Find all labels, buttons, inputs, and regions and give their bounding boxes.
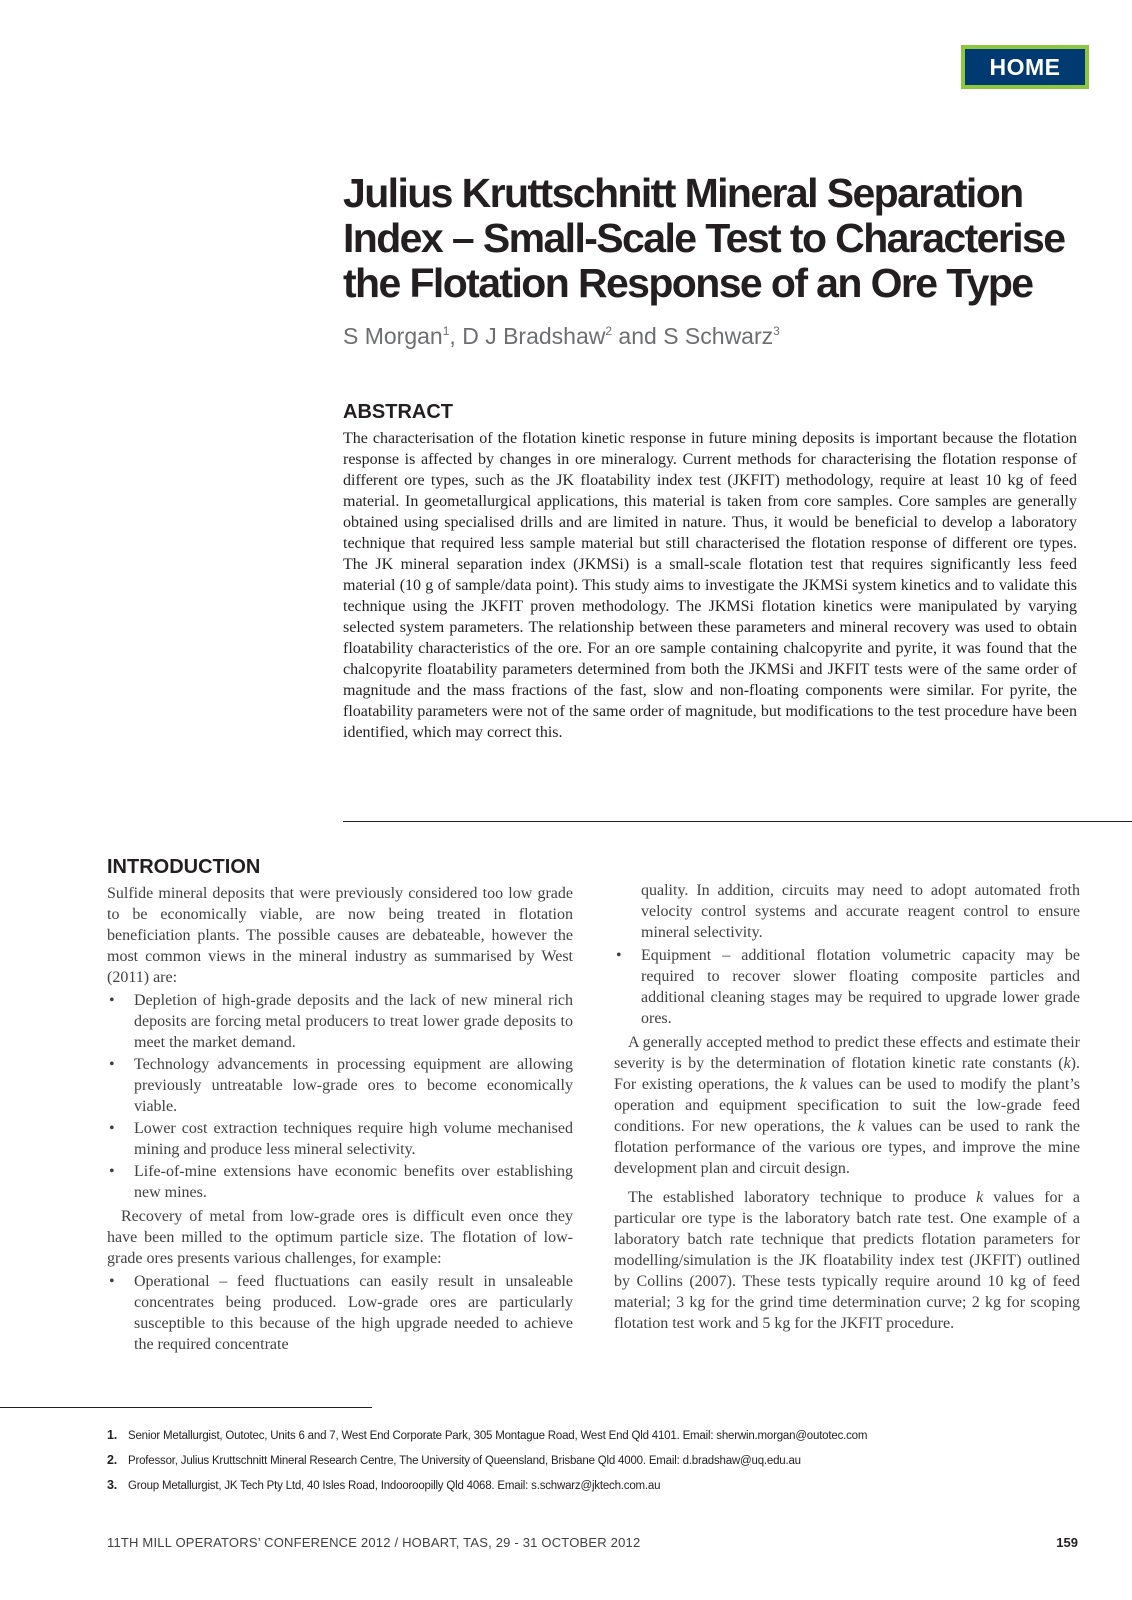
title-line: Julius Kruttschnitt Mineral Separation xyxy=(343,170,1023,216)
list-item xyxy=(107,990,573,1053)
author-name: D J Bradshaw xyxy=(462,323,606,349)
paper-title xyxy=(343,171,1103,306)
body-paragraph: Recovery of metal from low-grade ores is difficult even once they have been milled to the optimum particle size. The flotation of low-grade ores presents various challenges, for example: xyxy=(107,1208,573,1267)
conference-footer: 11TH MILL OPERATORS’ CONFERENCE 2012 / HOBART, TAS, 29 - 31 OCTOBER 2012 xyxy=(107,1535,641,1550)
footnote-number: 3. xyxy=(107,1478,118,1492)
footnote-text: Professor, Julius Kruttschnitt Mineral Research Centre, The University of Queensland, Brisbane Qld 4000. Email: d.bradshaw@uq.edu.au xyxy=(128,1455,801,1467)
author-name: S Schwarz xyxy=(663,323,774,349)
footnote xyxy=(107,1429,1097,1443)
author-affiliation-mark: 1 xyxy=(442,324,450,338)
list-item xyxy=(107,1118,573,1160)
abstract-heading: ABSTRACT xyxy=(343,401,453,423)
footnote xyxy=(107,1454,1097,1468)
author-separator: and xyxy=(612,323,664,349)
home-button[interactable]: HOME xyxy=(961,45,1089,89)
body-paragraph: Sulfide mineral deposits that were previously considered too low grade to be economically viable, are now being treated in flotation beneficiation plants. The possible causes are debateable, however the most common views in the mineral industry as summarised by West (2011) are: xyxy=(107,885,573,986)
list-item-text: Lower cost extraction techniques require high volume mechanised mining and produce less mineral selectivity. xyxy=(134,1120,573,1158)
list-item-text: Depletion of high-grade deposits and the lack of new mineral rich deposits are forcing metal producers to treat lower grade deposits to meet the market demand. xyxy=(134,992,573,1051)
footnote-text: Senior Metallurgist, Outotec, Units 6 and 7, West End Corporate Park, 305 Montague Road, West End Qld 4101. Email: sherwin.morgan@outotec.com xyxy=(128,1430,868,1442)
author-separator: , xyxy=(449,323,463,349)
author-affiliation-mark: 3 xyxy=(773,324,780,338)
introduction-heading: INTRODUCTION xyxy=(107,856,261,878)
bullet-list xyxy=(107,1271,573,1355)
author-affiliation-mark: 2 xyxy=(605,324,613,338)
bullet-icon: • xyxy=(109,1056,115,1073)
list-item xyxy=(107,1054,573,1117)
list-item-text: Life-of-mine extensions have economic benefits over establishing new mines. xyxy=(134,1163,573,1201)
bullet-icon: • xyxy=(109,1273,115,1290)
list-item xyxy=(614,945,1080,1029)
list-item-text: Technology advancements in processing equipment are allowing previously untreatable low-grade ores to become economically viable. xyxy=(134,1056,573,1115)
list-item-continuation: quality. In addition, circuits may need to adopt automated froth velocity control systems and accurate reagent control to ensure mineral selectivity. xyxy=(641,882,1080,941)
footnote-number: 1. xyxy=(107,1428,118,1442)
author-list xyxy=(343,321,780,351)
footnote xyxy=(107,1479,1097,1493)
bullet-list xyxy=(614,945,1080,1029)
section-divider xyxy=(343,821,1132,822)
bullet-icon: • xyxy=(616,947,622,964)
list-item xyxy=(107,1271,573,1355)
author-name: S Morgan xyxy=(343,323,443,349)
list-item-text: Equipment – additional flotation volumetric capacity may be required to recover slower floating composite particles and additional cleaning stages may be required to upgrade lower grade ores. xyxy=(641,947,1080,1027)
footnote-divider xyxy=(0,1407,372,1408)
right-column xyxy=(614,880,1080,1336)
bullet-icon: • xyxy=(109,1120,115,1137)
left-column xyxy=(107,883,573,1358)
abstract-text: The characterisation of the flotation kinetic response in future mining deposits is important because the flotation response is affected by changes in ore mineralogy. Current methods for characterising the flotation response of different ore types, such as the JK floatability index test (JKFIT) methodology, require at least 10 kg of feed material. In geometallurgical applications, this material is taken from core samples. Core samples are generally obtained using specialised drills and are limited in nature. Thus, it would be beneficial to develop a laboratory technique that required less sample material but still characterised the flotation response of different ore types. The JK mineral separation index (JKMSi) is a small-scale flotation test that requires significantly less feed material (10 g of sample/data point). This study aims to investigate the JKMSi system kinetics and to validate this technique using the JKFIT proven methodology. The JKMSi flotation kinetics were manipulated by varying selected system parameters. The relationship between these parameters and mineral recovery was used to obtain floatability characteristics of the ore. For an ore sample containing chalcopyrite and pyrite, it was found that the chalcopyrite floatability parameters determined from both the JKMSi and JKFIT tests were of the same order of magnitude and the mass fractions of the fast, slow and non-floating components were similar. For pyrite, the floatability parameters were not of the same order of magnitude, but modifications to the test procedure have been identified, which may correct this. xyxy=(343,430,1077,741)
footnote-text: Group Metallurgist, JK Tech Pty Ltd, 40 Isles Road, Indooroopilly Qld 4068. Email: s.schwarz@jktech.com.au xyxy=(128,1480,661,1492)
bullet-icon: • xyxy=(109,1163,115,1180)
footnote-number: 2. xyxy=(107,1453,118,1467)
title-line: Index – Small-Scale Test to Characterise xyxy=(343,215,1065,261)
bullet-icon: • xyxy=(109,992,115,1009)
body-paragraph: A generally accepted method to predict these effects and estimate their severity is by the determination of flotation kinetic rate constants (k). For existing operations, the k values can be used to modify the plant’s operation and equipment specification to suit the low-grade feed conditions. For new operations, the k values can be used to rank the flotation performance of the various ore types, and improve the mine development plan and circuit design. xyxy=(614,1034,1080,1177)
page-number: 159 xyxy=(1056,1535,1078,1550)
bullet-list xyxy=(107,990,573,1203)
title-line: the Flotation Response of an Ore Type xyxy=(343,260,1033,306)
body-paragraph: The established laboratory technique to produce k values for a particular ore type is the laboratory batch rate test. One example of a laboratory batch rate technique that predicts flotation parameters for modelling/simulation is the JK floatability index test (JKFIT) outlined by Collins (2007). These tests typically require around 10 kg of feed material; 3 kg for the grind time determination curve; 2 kg for scoping flotation test work and 5 kg for the JKFIT procedure. xyxy=(614,1189,1081,1332)
abstract-section xyxy=(343,428,1077,743)
list-item xyxy=(107,1161,573,1203)
list-item-text: Operational – feed fluctuations can easily result in unsaleable concentrates being produced. Low-grade ores are particularly susceptible to this because of the high upgrade needed to achieve the required concentrate xyxy=(134,1273,573,1353)
footnotes xyxy=(107,1429,1097,1504)
